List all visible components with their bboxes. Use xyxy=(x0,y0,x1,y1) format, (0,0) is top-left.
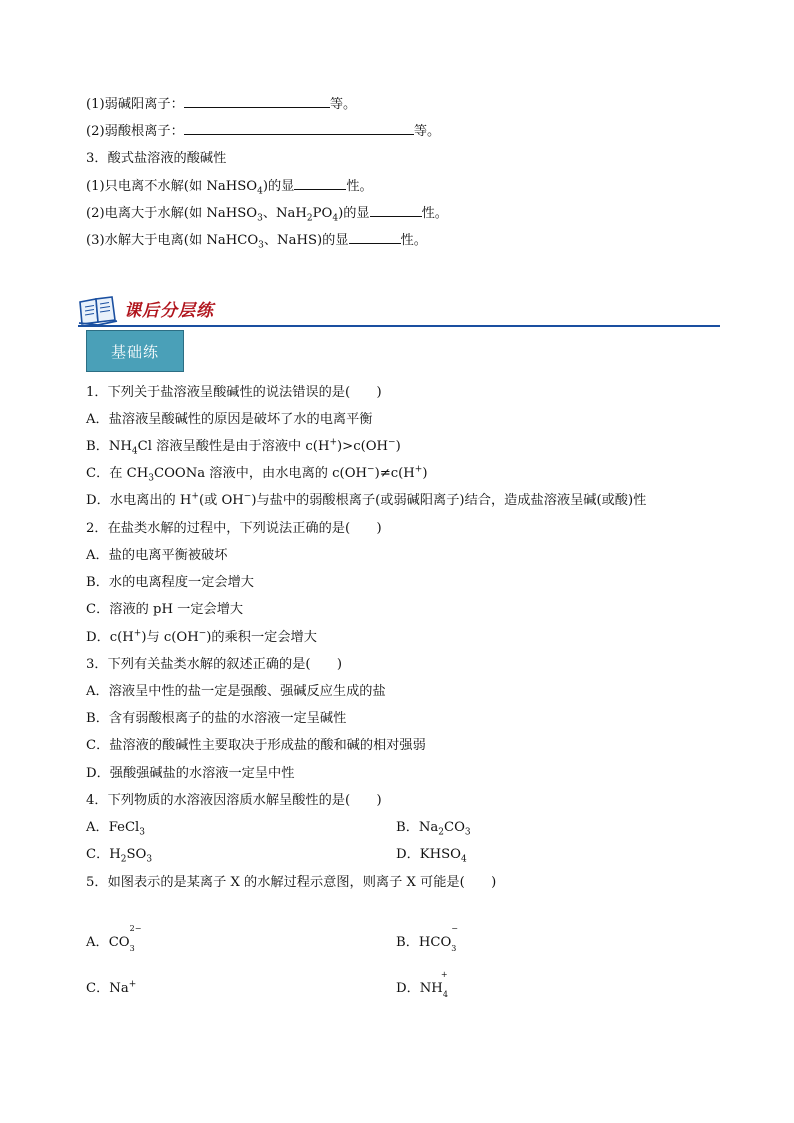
superscript: + xyxy=(329,437,337,448)
fill-blank[interactable] xyxy=(370,204,422,217)
intro-line-1 xyxy=(86,95,356,114)
intro-l1-end: 等。 xyxy=(329,97,357,112)
text: D．水电离出的 H xyxy=(86,493,192,508)
text: 性。 xyxy=(421,206,448,221)
q4-stem: 4．下列物质的水溶液因溶质水解呈酸性的是( ) xyxy=(86,793,382,808)
q4-option-b[interactable] xyxy=(396,819,471,837)
subscript: 4 xyxy=(442,990,448,999)
superscript: − xyxy=(388,437,396,448)
fill-blank[interactable] xyxy=(184,122,414,135)
subscript: 4 xyxy=(460,854,467,865)
q3-stem: 3．下列有关盐类水解的叙述正确的是( ) xyxy=(86,657,343,672)
subscript: 3 xyxy=(139,827,145,838)
text: B．NH xyxy=(86,439,132,454)
ion-charge-group xyxy=(440,970,448,999)
subscript: 4 xyxy=(131,446,138,457)
superscript: − xyxy=(198,628,207,639)
text: (1)只电离不水解(如 NaHSO xyxy=(86,179,258,194)
text: 、NaH xyxy=(262,206,307,221)
text: PO xyxy=(312,206,333,221)
text: ) xyxy=(422,466,428,481)
intro-sub-3 xyxy=(86,231,427,250)
text: Cl 溶液呈酸性是由于溶液中 c(H xyxy=(137,439,330,454)
q2-option-b[interactable]: B．水的电离程度一定会增大 xyxy=(86,575,254,590)
text: D．NH xyxy=(396,981,443,996)
q1-option-a[interactable]: A．盐溶液呈酸碱性的原因是破坏了水的电离平衡 xyxy=(86,412,373,427)
superscript: − xyxy=(367,464,375,475)
q1-option-b[interactable] xyxy=(86,438,401,456)
intro-line-2 xyxy=(86,122,440,141)
text: C．在 CH xyxy=(86,466,149,481)
q3-option-b[interactable]: B．含有弱酸根离子的盐的水溶液一定呈碱性 xyxy=(86,711,347,726)
text: ) xyxy=(395,439,401,454)
fill-blank[interactable] xyxy=(349,231,401,244)
fill-blank[interactable] xyxy=(184,95,330,108)
superscript: + xyxy=(191,491,199,502)
superscript: + xyxy=(128,979,137,990)
q4-option-d[interactable] xyxy=(396,846,467,864)
intro-sub-2 xyxy=(86,204,448,223)
fill-blank[interactable] xyxy=(294,177,346,190)
text: )的显 xyxy=(338,206,370,221)
text: C．H xyxy=(86,847,121,862)
text: (3)水解大于电离(如 NaHCO xyxy=(86,233,259,248)
q4-option-a[interactable] xyxy=(86,819,145,837)
text: B．HCO xyxy=(396,935,452,950)
subscript: 3 xyxy=(464,827,471,838)
text: )与 c(OH xyxy=(141,630,199,645)
intro-l2-text: (2)弱酸根离子： xyxy=(86,124,184,139)
q5-stem: 5．如图表示的是某离子 X 的水解过程示意图，则离子 X 可能是( ) xyxy=(86,875,497,890)
subscript: 3 xyxy=(146,854,153,865)
q4-option-c[interactable] xyxy=(86,846,152,864)
subscript: 3 xyxy=(129,944,135,953)
section-divider xyxy=(78,325,720,327)
subscript: 2 xyxy=(120,854,127,865)
charge: + xyxy=(440,970,448,979)
q5-option-c[interactable] xyxy=(86,980,136,998)
q5-option-d[interactable] xyxy=(396,970,448,999)
text: (或 OH xyxy=(198,493,244,508)
text: )>c(OH xyxy=(337,439,389,454)
subscript: 3 xyxy=(148,473,154,484)
superscript: − xyxy=(243,491,252,502)
q5-option-b[interactable] xyxy=(396,924,458,953)
text: )≠c(H xyxy=(374,466,415,481)
text: (2)电离大于水解(如 NaHSO xyxy=(86,206,258,221)
subscript: 3 xyxy=(257,213,263,224)
subscript: 3 xyxy=(451,944,457,953)
q3-option-d[interactable]: D．强酸强碱盐的水溶液一定呈中性 xyxy=(86,766,295,781)
text: 性。 xyxy=(346,179,373,194)
level-badge: 基础练 xyxy=(86,330,184,372)
q2-option-c[interactable]: C．溶液的 pH 一定会增大 xyxy=(86,602,244,617)
intro-sub-1 xyxy=(86,177,373,196)
subscript: 4 xyxy=(332,213,339,224)
text: C．Na xyxy=(86,981,129,996)
section-title: 课后分层练 xyxy=(124,301,214,321)
superscript: + xyxy=(414,464,423,475)
intro-l1-text: (1)弱碱阳离子： xyxy=(86,97,184,112)
text: SO xyxy=(126,847,147,862)
q3-option-a[interactable]: A．溶液呈中性的盐一定是强酸、强碱反应生成的盐 xyxy=(86,684,386,699)
q1-option-d[interactable] xyxy=(86,492,646,510)
section-header xyxy=(78,292,720,328)
text: 、NaHS)的显 xyxy=(263,233,349,248)
text: COONa 溶液中，由水电离的 c(OH xyxy=(153,466,368,481)
charge: 2− xyxy=(129,924,142,933)
subscript: 2 xyxy=(306,213,313,224)
charge: − xyxy=(451,924,458,933)
text: CO xyxy=(444,820,465,835)
text: B．Na xyxy=(396,820,439,835)
subscript: 2 xyxy=(438,827,445,838)
ion-charge-group xyxy=(129,924,142,953)
subscript: 3 xyxy=(258,240,264,251)
q2-option-a[interactable]: A．盐的电离平衡被破坏 xyxy=(86,548,228,563)
text: D．KHSO xyxy=(396,847,461,862)
text: A．FeCl xyxy=(86,820,140,835)
intro-l2-end: 等。 xyxy=(413,124,441,139)
text: 性。 xyxy=(400,233,427,248)
text: )的显 xyxy=(262,179,295,194)
subscript: 4 xyxy=(257,186,263,197)
q1-option-c[interactable] xyxy=(86,465,428,483)
q5-option-a[interactable] xyxy=(86,924,142,953)
text: D．c(H xyxy=(86,630,134,645)
intro-heading-3: 3．酸式盐溶液的酸碱性 xyxy=(86,151,227,166)
superscript: + xyxy=(133,628,142,639)
ion-charge-group xyxy=(451,924,458,953)
q3-option-c[interactable]: C．盐溶液的酸碱性主要取决于形成盐的酸和碱的相对强弱 xyxy=(86,738,426,753)
q1-stem: 1．下列关于盐溶液呈酸碱性的说法错误的是( ) xyxy=(86,385,382,400)
book-icon xyxy=(78,296,118,326)
q2-stem: 2．在盐类水解的过程中，下列说法正确的是( ) xyxy=(86,521,382,536)
text: A．CO xyxy=(86,935,130,950)
q2-option-d[interactable] xyxy=(86,629,317,647)
text: )与盐中的弱酸根离子(或弱碱阳离子)结合，造成盐溶液呈碱(或酸)性 xyxy=(251,493,647,508)
text: )的乘积一定会增大 xyxy=(206,630,317,645)
